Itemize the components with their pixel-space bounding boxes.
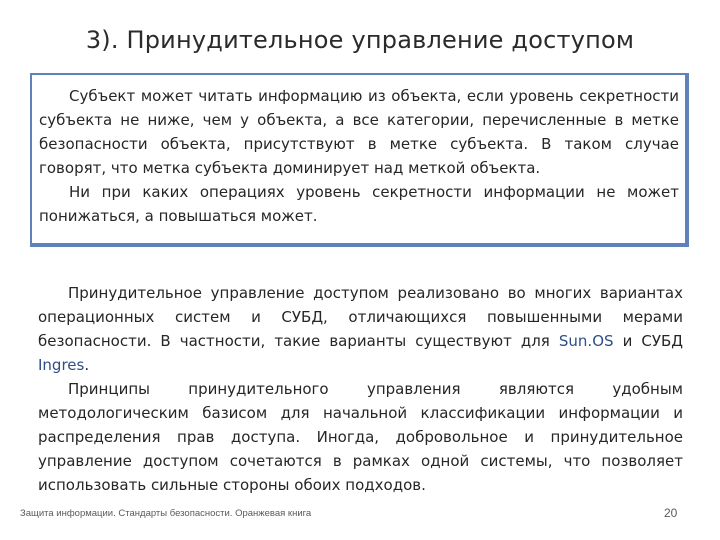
slide-footer: Защита информации. Стандарты безопасности. Оранжевая книга: [20, 508, 312, 519]
sunos-highlight: Sun.OS: [558, 332, 614, 350]
body-paragraph-1-end: .: [84, 356, 90, 374]
body-paragraph-2: Принципы принудительного управления являются удобным методологическим базисом для начальной классификации информации и распределения прав доступа. Иногда, добровольное и принудительное управление доступом сочетаются в рамках одной системы, что позволяет использовать сильные стороны обоих подходов.: [38, 380, 683, 494]
highlight-box: [30, 73, 689, 247]
body-text: [38, 281, 683, 497]
ingres-highlight: Ingres: [38, 356, 85, 374]
slide-title: 3). Принудительное управление доступом: [85, 26, 635, 54]
page-number: 20: [664, 506, 678, 520]
body-paragraph-1-middle: и СУБД: [613, 332, 683, 350]
box-paragraph-1: Субъект может читать информацию из объекта, если уровень секретности субъекта не ниже, чем у объекта, а все категории, перечисленные в метке безопасности объекта, присутствуют в метке субъекта. В таком случае говорят, что метка субъекта доминирует над меткой объекта.: [39, 87, 679, 177]
body-paragraph-1: [38, 281, 683, 377]
body-paragraph-1-start: Принудительное управление доступом реализовано во многих вариантах операционных систем и СУБД, отличающихся повышенными мерами безопасности. В частности, такие варианты существуют для: [38, 284, 683, 350]
box-paragraph-2: Ни при каких операциях уровень секретности информации не может понижаться, а повышаться может.: [39, 183, 679, 225]
